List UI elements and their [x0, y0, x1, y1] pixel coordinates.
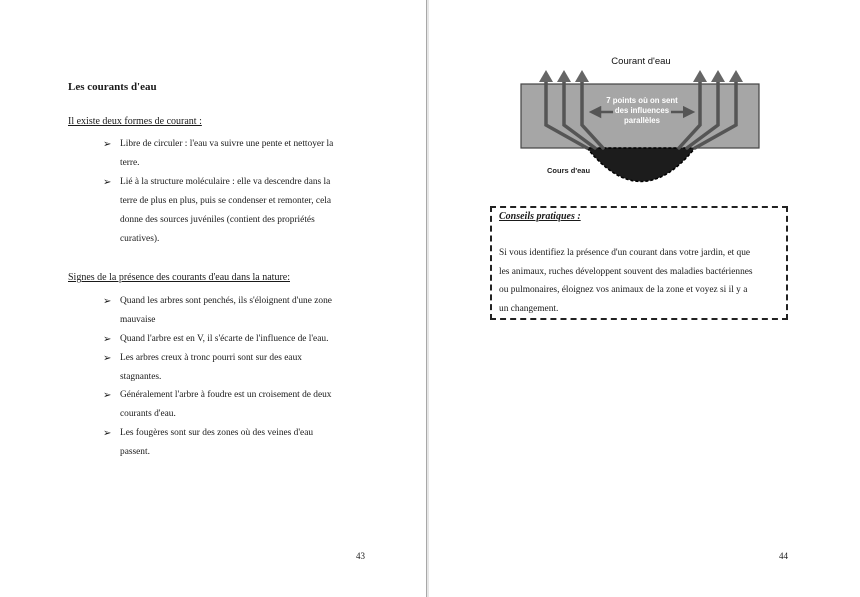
page-number: 44: [779, 551, 788, 561]
diagram-top-label: Courant d'eau: [611, 56, 671, 67]
bullet-arrow-icon: ➢: [103, 428, 112, 439]
list-item: ➢ Les arbres creux à tronc pourri sont sur des eaux stagnantes.: [120, 349, 302, 387]
list-item: ➢ Les fougères sont sur des zones où des veines d'eau passent.: [120, 424, 313, 462]
forms-intro: Il existe deux formes de courant :: [68, 116, 202, 127]
list-item: ➢ Quand les arbres sont penchés, ils s'éloignent d'une zone mauvaise: [120, 292, 332, 330]
bullet-arrow-icon: ➢: [103, 334, 112, 345]
water-current-diagram: [515, 50, 785, 190]
tips-text: Si vous identifiez la présence d'un courant dans votre jardin, et que les animaux, ruches développent souvent des maladies bactériennes ou pulmonaires, éloignez vos animaux de la zone et voyez si il y a un changement.: [499, 248, 753, 314]
water-body: [587, 148, 695, 182]
page-number: 43: [356, 551, 365, 561]
diagram-center-label: parallèles: [624, 116, 660, 125]
page-43: [0, 0, 427, 597]
list-item: ➢ Lié à la structure moléculaire : elle va descendre dans la terre de plus en plus, puis se condenser et remonter, cela donne des sources juvéniles (contient des propriétés curatives).: [120, 173, 331, 249]
tips-box: [490, 206, 788, 320]
signs-heading: Signes de la présence des courants d'eau dans la nature:: [68, 272, 290, 283]
bullet-arrow-icon: ➢: [103, 390, 112, 401]
tips-title: Conseils pratiques :: [499, 211, 581, 222]
bullet-arrow-icon: ➢: [103, 177, 112, 188]
arrowheads: [539, 70, 743, 82]
diagram-center-label: 7 points où on sent: [606, 96, 678, 105]
section-title: Les courants d'eau: [68, 81, 157, 93]
list-item: ➢ Libre de circuler : l'eau va suivre une pente et nettoyer la terre.: [120, 135, 333, 173]
bullet-arrow-icon: ➢: [103, 139, 112, 150]
bullet-arrow-icon: ➢: [103, 353, 112, 364]
diagram-center-label: des influences: [614, 106, 670, 115]
page-44: [429, 0, 860, 597]
list-item: ➢ Quand l'arbre est en V, il s'écarte de l'influence de l'eau.: [120, 330, 328, 349]
bullet-arrow-icon: ➢: [103, 296, 112, 307]
diagram-bottom-label: Cours d'eau: [547, 166, 591, 175]
list-item: ➢ Généralement l'arbre à foudre est un croisement de deux courants d'eau.: [120, 386, 332, 424]
